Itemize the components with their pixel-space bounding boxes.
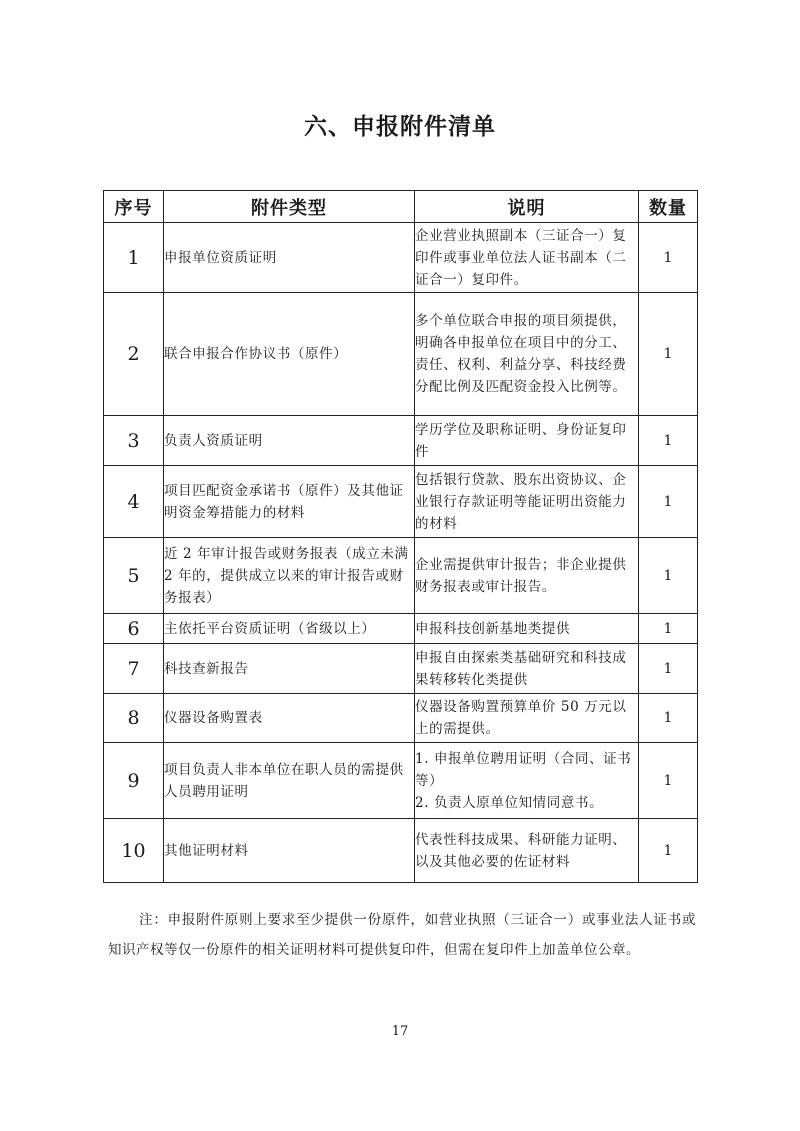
- header-quantity: 数量: [639, 191, 698, 223]
- row-no: 1: [104, 223, 164, 293]
- row-quantity: 1: [639, 466, 698, 538]
- row-description: [415, 743, 639, 819]
- row-description: 学历学位及职称证明、身份证复印件: [415, 416, 639, 466]
- row-type: 项目匹配资金承诺书（原件）及其他证明资金筹措能力的材料: [164, 466, 415, 538]
- row-type: 科技查新报告: [164, 644, 415, 694]
- description-line: 2. 负责人原单位知情同意书。: [415, 794, 604, 811]
- row-description: 申报自由探索类基础研究和科技成果转移转化类提供: [415, 644, 639, 694]
- footnote: 注：申报附件原则上要求至少提供一份原件，如营业执照（三证合一）或事业法人证书或知识产权等仅一份原件的相关证明材料可提供复印件，但需在复印件上加盖单位公章。: [108, 912, 696, 958]
- row-type: 其他证明材料: [164, 819, 415, 883]
- table-row: [104, 466, 698, 538]
- header-description: 说明: [415, 191, 639, 223]
- table-row: [104, 293, 698, 416]
- row-description: 企业营业执照副本（三证合一）复印件或事业单位法人证书副本（二证合一）复印件。: [415, 223, 639, 293]
- row-no: 2: [104, 293, 164, 416]
- table-row: [104, 819, 698, 883]
- page-number: 17: [391, 1024, 409, 1039]
- row-no: 6: [104, 614, 164, 644]
- description-line: 1. 申报单位聘用证明（合同、证书等）: [415, 750, 632, 789]
- row-description: 企业需提供审计报告；非企业提供财务报表或审计报告。: [415, 538, 639, 614]
- row-no: 4: [104, 466, 164, 538]
- row-type: 负责人资质证明: [164, 416, 415, 466]
- row-type: 仪器设备购置表: [164, 694, 415, 743]
- header-no: 序号: [104, 191, 164, 223]
- row-no: 3: [104, 416, 164, 466]
- header-type: 附件类型: [164, 191, 415, 223]
- row-quantity: 1: [639, 223, 698, 293]
- row-quantity: 1: [639, 644, 698, 694]
- row-type: 项目负责人非本单位在职人员的需提供人员聘用证明: [164, 743, 415, 819]
- row-no: 8: [104, 694, 164, 743]
- table-row: [104, 743, 698, 819]
- row-quantity: 1: [639, 293, 698, 416]
- row-description: 仪器设备购置预算单价 50 万元以上的需提供。: [415, 694, 639, 743]
- row-quantity: 1: [639, 614, 698, 644]
- row-description: 申报科技创新基地类提供: [415, 614, 639, 644]
- page-title: 六、申报附件清单: [304, 114, 496, 140]
- row-quantity: 1: [639, 416, 698, 466]
- row-quantity: 1: [639, 538, 698, 614]
- row-no: 10: [104, 819, 164, 883]
- row-quantity: 1: [639, 743, 698, 819]
- table-row: [104, 694, 698, 743]
- row-no: 5: [104, 538, 164, 614]
- row-quantity: 1: [639, 819, 698, 883]
- table-row: [104, 644, 698, 694]
- row-type: 近 2 年审计报告或财务报表（成立未满 2 年的，提供成立以来的审计报告或财务报表）: [164, 538, 415, 614]
- row-quantity: 1: [639, 694, 698, 743]
- row-no: 7: [104, 644, 164, 694]
- row-no: 9: [104, 743, 164, 819]
- table-row: [104, 416, 698, 466]
- row-type: 申报单位资质证明: [164, 223, 415, 293]
- row-type: 主依托平台资质证明（省级以上）: [164, 614, 415, 644]
- row-description: 包括银行贷款、股东出资协议、企业银行存款证明等能证明出资能力的材料: [415, 466, 639, 538]
- table-row: [104, 614, 698, 644]
- row-type: 联合申报合作协议书（原件）: [164, 293, 415, 416]
- row-description: 多个单位联合申报的项目须提供，明确各申报单位在项目中的分工、责任、权利、利益分享、科技经费分配比例及匹配资金投入比例等。: [415, 293, 639, 416]
- table-header-row: [104, 191, 698, 223]
- table-row: [104, 538, 698, 614]
- attachment-list-table: [103, 190, 698, 883]
- table-row: [104, 223, 698, 293]
- row-description: 代表性科技成果、科研能力证明、以及其他必要的佐证材料: [415, 819, 639, 883]
